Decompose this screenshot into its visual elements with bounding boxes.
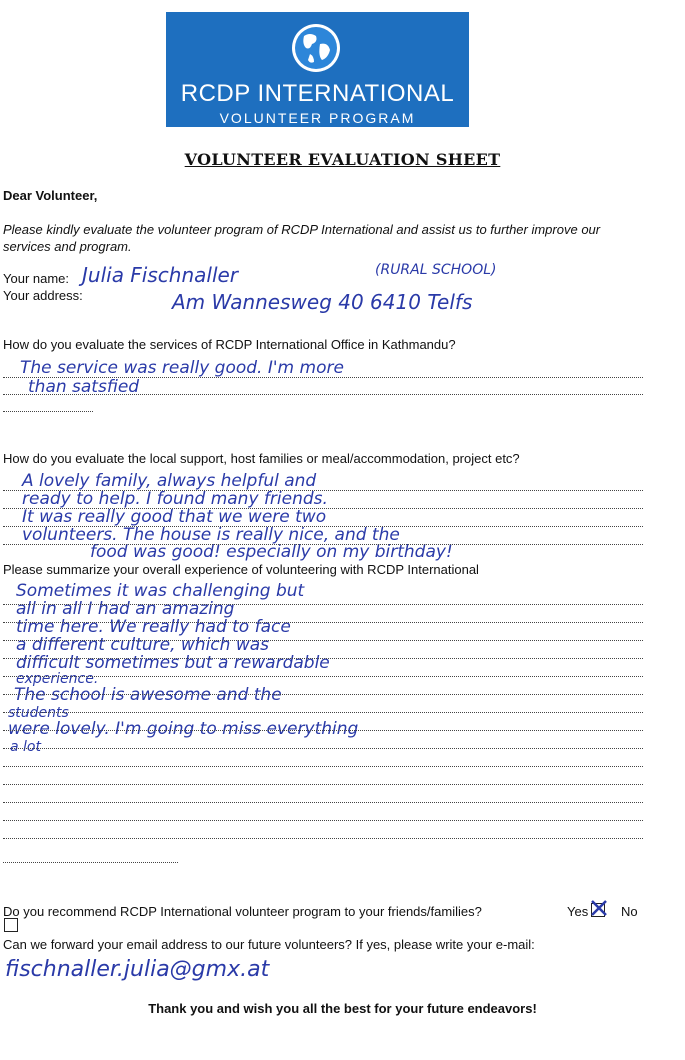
dotted-line xyxy=(3,784,643,785)
dotted-line xyxy=(3,490,643,491)
answer-line[interactable]: than satsfied xyxy=(28,377,140,397)
answer-line[interactable]: Sometimes it was challenging but xyxy=(16,581,305,601)
answer-line[interactable]: A lovely family, always helpful and xyxy=(22,471,317,491)
address-field[interactable]: Am Wannesweg 40 6410 Telfs xyxy=(172,290,473,314)
answer-line[interactable]: time here. We really had to face xyxy=(16,617,291,637)
intro-text: Please kindly evaluate the volunteer program of RCDP International and assist us to further improve our services and program. xyxy=(3,222,601,254)
dotted-line xyxy=(3,676,643,677)
question-local-support: How do you evaluate the local support, host families or meal/accommodation, project etc? xyxy=(3,451,520,466)
dotted-line xyxy=(3,802,643,803)
dotted-line xyxy=(3,640,643,641)
dotted-line xyxy=(3,712,643,713)
answer-line[interactable]: a different culture, which was xyxy=(16,635,269,655)
greeting: Dear Volunteer, xyxy=(3,188,98,203)
dotted-line xyxy=(3,544,643,545)
question-overall-experience: Please summarize your overall experience of volunteering with RCDP International xyxy=(3,562,479,577)
globe-icon xyxy=(290,22,342,74)
address-label: Your address: xyxy=(3,288,83,303)
rcdp-logo xyxy=(166,12,469,127)
answer-line[interactable]: a lot xyxy=(10,739,41,755)
no-label: No xyxy=(621,904,638,919)
question-recommend: Do you recommend RCDP International volunteer program to your friends/families? xyxy=(3,904,482,919)
answer-line[interactable]: The service was really good. I'm more xyxy=(20,358,344,378)
dotted-line xyxy=(3,622,643,623)
no-checkbox[interactable] xyxy=(4,918,18,932)
dotted-line xyxy=(3,377,643,378)
dotted-line xyxy=(3,766,643,767)
footer-thanks: Thank you and wish you all the best for your future endeavors! xyxy=(148,1001,537,1016)
answer-line[interactable]: The school is awesome and the xyxy=(14,685,282,705)
dotted-line xyxy=(3,658,643,659)
answer-line[interactable]: students xyxy=(8,705,69,721)
answer-line[interactable]: experience. xyxy=(16,671,99,687)
answer-line[interactable]: were lovely. I'm going to miss everything xyxy=(8,719,359,739)
answer-line[interactable]: food was good! especially on my birthday! xyxy=(90,542,453,562)
question-email: Can we forward your email address to our future volunteers? If yes, please write your e-mail: xyxy=(3,937,535,952)
dotted-line xyxy=(3,394,643,395)
answer-line[interactable]: all in all I had an amazing xyxy=(16,599,235,619)
logo-title: RCDP INTERNATIONAL xyxy=(180,80,455,107)
dotted-line xyxy=(3,862,178,863)
answer-line[interactable]: ready to help. I found many friends. xyxy=(22,489,328,509)
dotted-line xyxy=(3,730,643,731)
answer-line[interactable]: volunteers. The house is really nice, and the xyxy=(22,525,400,545)
sheet-title: VOLUNTEER EVALUATION SHEET xyxy=(184,150,501,169)
x-mark-icon xyxy=(589,898,609,918)
answer-line[interactable]: It was really good that we were two xyxy=(22,507,327,527)
logo-subtitle: VOLUNTEER PROGRAM xyxy=(219,110,416,126)
dotted-line xyxy=(3,820,643,821)
name-label: Your name: xyxy=(3,271,70,286)
dotted-line xyxy=(3,694,643,695)
name-field[interactable]: Julia Fischnaller xyxy=(82,263,239,287)
name-note: (RURAL SCHOOL) xyxy=(375,262,497,278)
email-field[interactable]: fischnaller.julia@gmx.at xyxy=(5,957,270,982)
dotted-line xyxy=(3,748,643,749)
dotted-line xyxy=(3,411,93,412)
dotted-line xyxy=(3,604,643,605)
dotted-line xyxy=(3,526,643,527)
dotted-line xyxy=(3,838,643,839)
dotted-line xyxy=(3,508,643,509)
yes-label: Yes xyxy=(567,904,589,919)
answer-line[interactable]: difficult sometimes but a rewardable xyxy=(16,653,330,673)
question-office-services: How do you evaluate the services of RCDP International Office in Kathmandu? xyxy=(3,337,456,352)
